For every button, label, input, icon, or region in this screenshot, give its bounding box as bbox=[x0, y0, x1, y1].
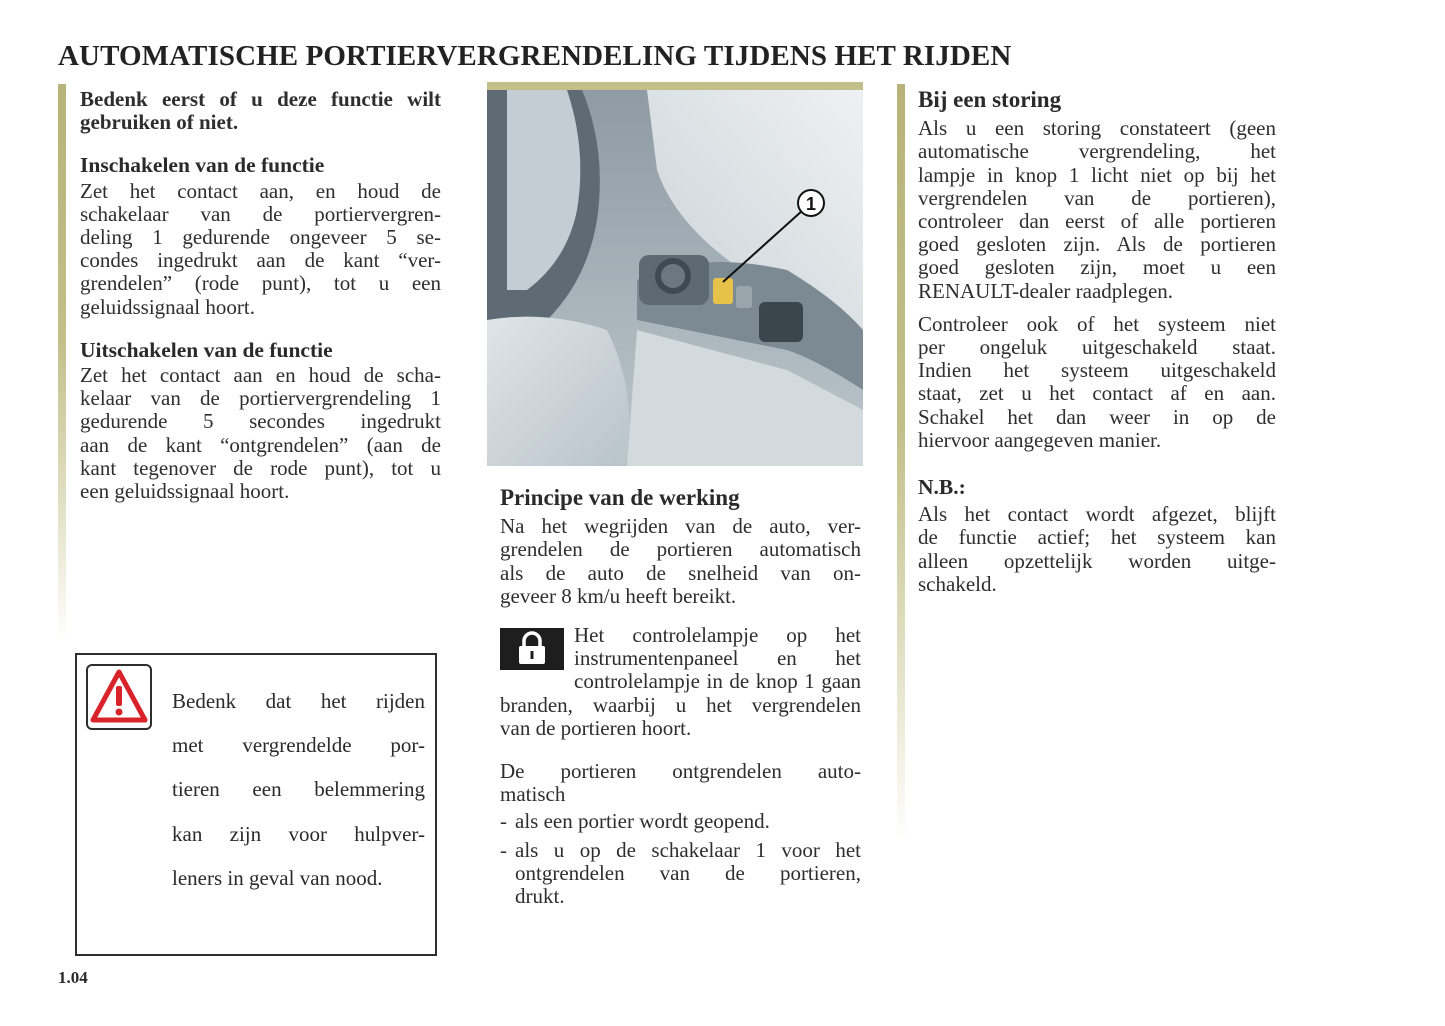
note-heading: N.B.: bbox=[918, 475, 966, 500]
page-number: 1.04 bbox=[58, 968, 88, 987]
disable-heading: Uitschakelen van de functie bbox=[80, 337, 333, 362]
list-item: - als een portier wordt geopend. bbox=[500, 809, 770, 834]
warning-triangle-icon bbox=[86, 664, 152, 730]
enable-text: Zet het contact aan, en houd de schakelaar van de portiervergren- deling 1 gedurende ongeveer 5 se- condes ingedrukt aan de kant “ver- grendelen” (rode punt), tot u een geluidssignaal hoort. bbox=[80, 178, 441, 319]
page-title: AUTOMATISCHE PORTIERVERGRENDELING TIJDENS HET RIJDEN bbox=[58, 40, 1012, 72]
note-text: Als het contact wordt afgezet, blijft de functie actief; het systeem kan alleen opzettelijk worden uitge- schakeld. bbox=[918, 502, 1276, 596]
disable-text: Zet het contact aan en houd de scha- kelaar van de portiervergrendeling 1 gedurende 5 secondes ingedrukt aan de kant “ontgrendelen” (aan de kant tegenover de rode punt), tot u een geluidssignaal hoort. bbox=[80, 363, 441, 504]
padlock-icon bbox=[500, 628, 564, 670]
intro-text: Bedenk eerst of u deze functie wilt gebruiken of niet. bbox=[80, 87, 441, 135]
middle-column bbox=[500, 486, 861, 908]
fault-heading: Bij een storing bbox=[918, 87, 1062, 112]
enable-heading: Inschakelen van de functie bbox=[80, 153, 325, 178]
unlock-text: De portieren ontgrendelen auto- matisch bbox=[500, 759, 861, 807]
left-column bbox=[80, 88, 441, 513]
list-item: - als u op de schakelaar 1 voor het ontgrendelen van de portieren, drukt. bbox=[500, 837, 861, 909]
warning-box bbox=[75, 653, 437, 956]
fault-text: Als u een storing constateert (geen automatische vergrendeling, het lampje in knop 1 licht niet op bij het vergrendelen van de portieren), controleer dan eerst of alle portieren goed gesloten zijn. Als de portieren goed gesloten zijn, moet u een RENAULT-dealer raadplegen. bbox=[918, 116, 1276, 303]
right-column bbox=[918, 88, 1276, 606]
fault-check-text: Controleer ook of het systeem niet per ongeluk uitgeschakeld staat. Indien het systeem uitgeschakeld staat, zet u het contact af en aan. Schakel het dan weer in op de hiervoor aangegeven manier. bbox=[918, 311, 1276, 452]
warning-text: Bedenk dat het rijden met vergrendelde por- tieren een belemmering kan zijn voor hulpver- leners in geval van nood. bbox=[172, 689, 425, 890]
middle-accent-bar bbox=[487, 82, 863, 90]
left-accent-bar bbox=[58, 84, 66, 644]
principle-heading: Principe van de werking bbox=[500, 485, 740, 510]
door-lock-switch-photo bbox=[487, 90, 863, 466]
lamp-text: Het controlelampje op het instrumentenpaneel en het controlelampje in de knop 1 gaan branden, waarbij u het vergrendelen van de portieren hoort. bbox=[500, 623, 861, 740]
unlock-list bbox=[500, 810, 861, 908]
photo-callout-label: 1 bbox=[805, 194, 817, 214]
principle-text: Na het wegrijden van de auto, ver- grendelen de portieren automatisch als de auto de snelheid van on- geveer 8 km/u heeft bereikt. bbox=[500, 514, 861, 608]
right-accent-bar bbox=[897, 84, 905, 844]
